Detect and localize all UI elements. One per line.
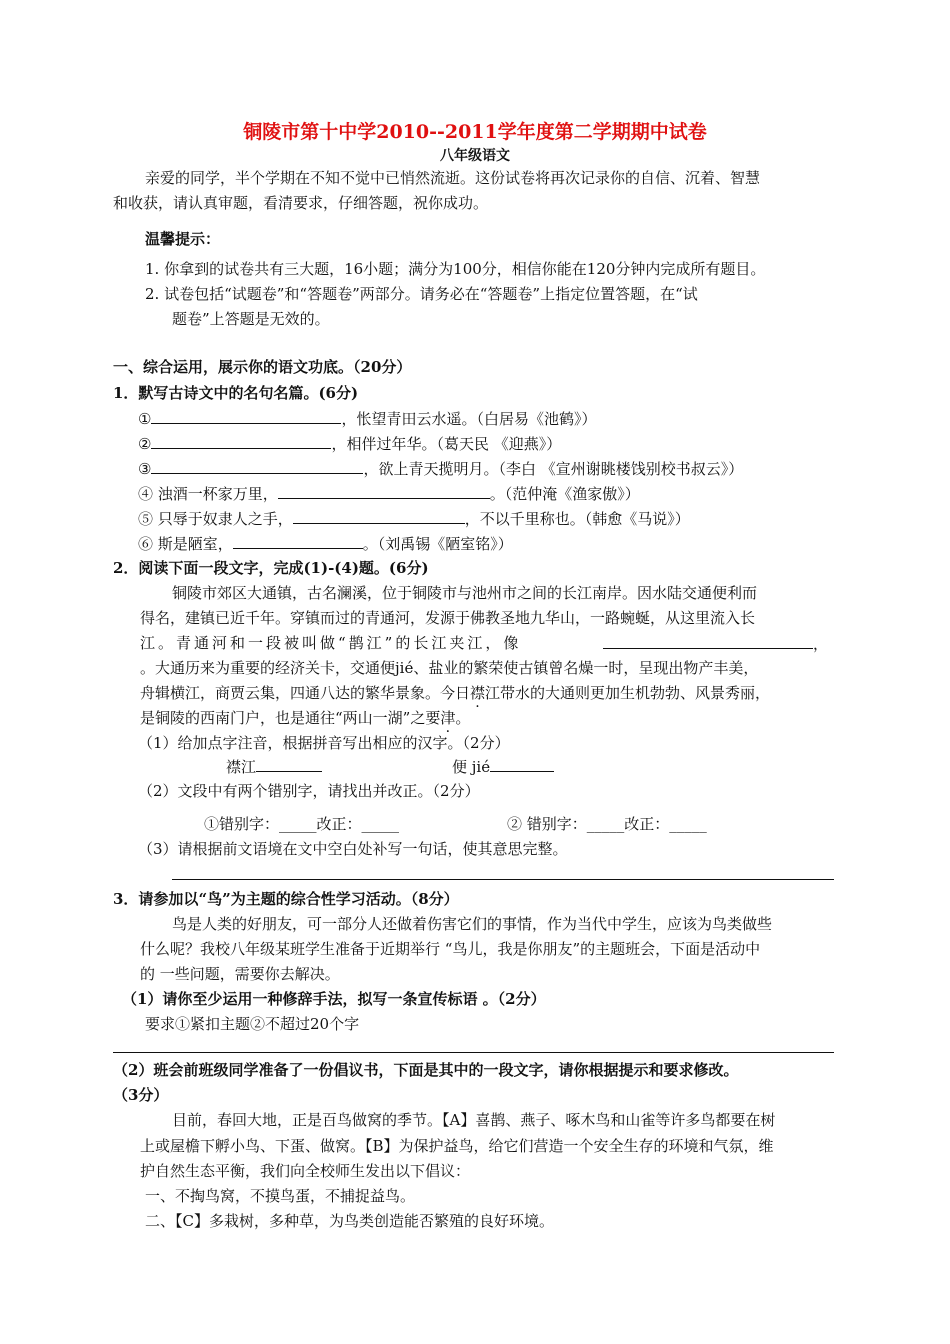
q1-line-3: ③ ，欲上青天揽明月。（李白 《宣州谢眺楼饯别校书叔云》） bbox=[138, 460, 744, 478]
q2-sub-3: （3）请根据前文语境在文中空白处补写一句话，使其意思完整。 bbox=[138, 840, 568, 858]
q3-text-line-4: 一、不掏鸟窝，不摸鸟蛋，不捕捉益鸟。 bbox=[145, 1187, 416, 1205]
answer-blank[interactable] bbox=[233, 533, 363, 549]
answer-blank[interactable] bbox=[278, 483, 490, 499]
q3-text-line-3: 护自然生态平衡，我们向全校师生发出以下倡议： bbox=[140, 1162, 471, 1180]
q3-sub-1: （1）请你至少运用一种修辞手法，拟写一条宣传标语 。（2分） bbox=[122, 990, 546, 1008]
q2-sub-1a: 襟江 bbox=[226, 756, 322, 777]
q1-line-5: ⑤ 只辱于奴隶人之手， ，不以千里称也。（韩愈《马说》） bbox=[138, 510, 690, 528]
q3-sub-2-points: （3分） bbox=[113, 1086, 169, 1104]
q3-text-line-1: 目前，春回大地，正是百鸟做窝的季节。【A】喜鹊、燕子、啄木鸟和山雀等许多鸟都要在树 bbox=[172, 1111, 776, 1129]
passage-fill-blank[interactable] bbox=[603, 633, 813, 649]
answer-blank[interactable] bbox=[490, 756, 554, 772]
q3-sub-2: （2）班会前班级同学准备了一份倡议书，下面是其中的一段文字，请你根据提示和要求修改。 bbox=[113, 1061, 739, 1079]
tip-item-2: 2. 试卷包括“试题卷”和“答题卷”两部分。请务必在“答题卷”上指定位置答题，在“试 bbox=[145, 285, 698, 303]
intro-line-1: 亲爱的同学，半个学期在不知不觉中已悄然流逝。这份试卷将再次记录你的自信、沉着、智慧 bbox=[145, 169, 761, 187]
intro-line-2: 和收获，请认真审题，看清要求，仔细答题，祝你成功。 bbox=[113, 194, 489, 212]
answer-blank[interactable] bbox=[151, 433, 331, 449]
q2-passage-line-6: 是铜陵的西南门户，也是通往“两山一湖”之要津。 bbox=[140, 709, 471, 727]
q2-passage-line-5: 舟辑横江，商贾云集，四通八达的繁华景象。今日襟江带水的大通则更加生机勃勃、风景秀丽， bbox=[140, 684, 771, 702]
q3-intro-line-1: 鸟是人类的好朋友，可一部分人还做着伤害它们的事情，作为当代中学生，应该为鸟类做些 bbox=[172, 915, 773, 933]
q2-passage-line-4: 。大通历来为重要的经济关卡，交通便jié、盐业的繁荣使古镇曾名燥一时，呈现出物产丰美， bbox=[140, 659, 759, 677]
q1-line-6: ⑥ 斯是陋室， 。（刘禹锡《陋室铭》） bbox=[138, 535, 513, 553]
q2-passage-line-3: 江。青通河和一段被叫做“鹊江”的长江夹江，像 ， bbox=[140, 634, 828, 653]
q2-heading: 2．阅读下面一段文字，完成(1)-(4)题。(6分) bbox=[113, 559, 429, 577]
answer-blank[interactable] bbox=[151, 458, 363, 474]
q3-text-line-2: 上或屋檐下孵小鸟、下蛋、做窝。【B】为保护益鸟，给它们营造一个安全生存的环境和气氛，维 bbox=[140, 1137, 774, 1155]
tip-item-2-cont: 题卷”上答题是无效的。 bbox=[172, 310, 330, 328]
answer-line[interactable] bbox=[113, 1052, 834, 1053]
q2-sub-1b: 便 jié bbox=[452, 756, 554, 777]
answer-blank[interactable] bbox=[256, 756, 322, 772]
q2-sub-2b: ② 错别字：_____改正：_____ bbox=[507, 815, 707, 833]
q2-sub-2: （2）文段中有两个错别字，请找出并改正。（2分） bbox=[138, 782, 480, 800]
q3-intro-line-3: 的 一些问题，需要你去解决。 bbox=[140, 965, 340, 983]
exam-subtitle: 八年级语文 bbox=[440, 148, 510, 164]
q1-line-1: ① ，怅望青田云水遥。（白居易《池鹤》） bbox=[138, 410, 597, 428]
q3-text-line-5: 二、【C】多栽树，多种草，为鸟类创造能否繁殖的良好环境。 bbox=[145, 1212, 554, 1230]
q3-sub-1-requirement: 要求①紧扣主题②不超过20个字 bbox=[145, 1015, 360, 1033]
tips-heading: 温馨提示： bbox=[145, 230, 221, 248]
answer-blank[interactable] bbox=[151, 408, 341, 424]
q3-intro-line-2: 什么呢？我校八年级某班学生准备于近期举行 “鸟儿，我是你朋友”的主题班会，下面是活动中 bbox=[140, 940, 761, 958]
q1-line-4: ④ 浊酒一杯家万里， 。（范仲淹《渔家傲》） bbox=[138, 485, 640, 503]
q2-passage-line-2: 得名，建镇已近千年。穿镇而过的青通河，发源于佛教圣地九华山，一路蜿蜒，从这里流入长 bbox=[140, 609, 756, 627]
q2-sub-1: （1）给加点字注音，根据拼音写出相应的汉字。（2分） bbox=[138, 734, 510, 752]
section-1-heading: 一、综合运用，展示你的语文功底。（20分） bbox=[113, 358, 412, 376]
q2-sub-2a: ①错别字：_____改正：_____ bbox=[204, 815, 400, 833]
exam-title: 铜陵市第十中学2010--2011学年度第二学期期中试卷 bbox=[243, 121, 707, 143]
q1-line-2: ② ，相伴过年华。（葛天民 《迎燕》） bbox=[138, 435, 562, 453]
tip-item-1: 1. 你拿到的试卷共有三大题，16小题；满分为100分，相信你能在120分钟内完成所有题目。 bbox=[145, 260, 766, 278]
q3-heading: 3．请参加以“鸟”为主题的综合性学习活动。（8分） bbox=[113, 890, 459, 908]
answer-blank[interactable] bbox=[293, 508, 465, 524]
answer-line[interactable] bbox=[172, 879, 834, 880]
q2-passage-line-1: 铜陵市郊区大通镇，古名澜溪，位于铜陵市与池州市之间的长江南岸。因水陆交通便利而 bbox=[172, 584, 758, 602]
q1-heading: 1．默写古诗文中的名句名篇。(6分) bbox=[113, 384, 359, 402]
